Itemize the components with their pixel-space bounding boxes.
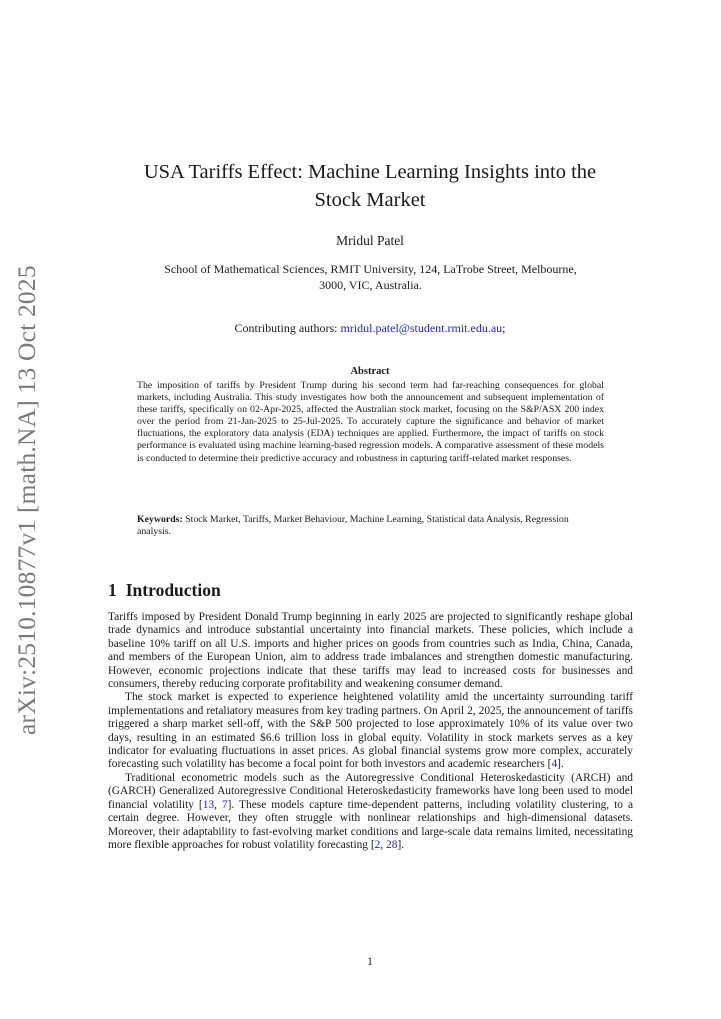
contributing-authors [100,321,640,336]
paragraph-2-end: ]. [557,758,564,771]
abstract-body: The imposition of tariffs by President Trump during his second term had far-reaching consequences for global markets, including Australia. This study investigates how both the announcement and subsequent implementation of these tariffs, specifically on 02-Apr-2025, affected the Australian stock market, focusing on the S&P/ASX 200 index over the period from 21-Jan-2025 to 25-Jul-2025. To accurately capture the significance and behavior of market fluctuations, the exploratory data analysis (EDA) techniques are applied. Furthermore, the impact of tariffs on stock performance is evaluated using machine learning-based regression models. A comparative assessment of these models is conducted to determine their predictive accuracy and robustness in capturing tariff-related market responses. [137,380,604,464]
section-heading-introduction [108,580,221,601]
paragraph-1: Tariffs imposed by President Donald Trump beginning in early 2025 are projected to significantly reshape global trade dynamics and introduce substantial uncertainty into financial markets. These policies, which include a baseline 10% tariff on all U.S. imports and higher prices on goods from countries such as India, China, Canada, and members of the European Union, aim to address trade imbalances and strengthen domestic manufacturing. However, economic projections indicate that these tariffs may lead to increased costs for businesses and consumers, thereby reducing corporate profitability and weakening consumer demand. [108,611,633,691]
author-name: Mridul Patel [336,233,404,248]
citation-link[interactable]: 13 [202,798,215,811]
citation-link[interactable]: 28 [386,838,398,851]
contributing-label: Contributing authors: [234,321,338,335]
contributing-suffix: ; [502,321,506,335]
citation-link[interactable]: 7 [221,798,228,811]
abstract-heading: Abstract [350,366,390,377]
title-line-2: Stock Market [314,189,426,211]
affiliation-line-1: School of Mathematical Sciences, RMIT University, 124, LaTrobe Street, Melbourne, [164,262,577,276]
paragraph-3-text-a: Traditional econometric models such as the Autoregressive Conditional Heteroskedasticity (ARCH) and (GARCH) Generalized Autoregressive Conditional Heteroskedasticity frameworks have long been used to model financial volatility [ [108,771,633,811]
section-title: Introduction [125,580,221,600]
page-number: 1 [367,956,373,968]
author-affiliation [118,261,623,293]
keywords [137,514,604,538]
title-line-1: USA Tariffs Effect: Machine Learning Insights into the [143,161,597,183]
citation-link[interactable]: 4 [551,758,558,771]
paragraph-3-text-b: ]. These models capture time-dependent patterns, including volatility clustering, to a certain degree. However, they often struggle with nonlinear relationships and high-dimensional datasets. Moreover, their adaptability to fast-evolving market conditions and large-scale data remains limited, necessitating more flexible approaches for robust volatility forecasting [ [108,798,633,851]
citation-separator: , [214,798,222,811]
paper-title [100,158,640,214]
citation-separator: , [380,838,387,851]
citation-link[interactable]: 2 [374,838,381,851]
section-number: 1 [108,580,117,600]
paragraph-2 [108,691,633,771]
affiliation-line-2: 3000, VIC, Australia. [319,278,422,292]
keywords-list: Stock Market, Tariffs, Market Behaviour, Machine Learning, Statistical data Analysis, Regression analysis. [137,514,569,537]
keywords-label: Keywords: [137,514,183,525]
author-email-link[interactable]: mridul.patel@student.rmit.edu.au [340,321,503,335]
paragraph-3-end: ]. [397,838,405,851]
paragraph-2-text: The stock market is expected to experience heightened volatility amid the uncertainty surrounding tariff implementations and retaliatory measures from key trading partners. On April 2, 2025, the announcement of tariffs triggered a sharp market sell-off, with the S&P 500 projected to lose approximately 10% of its value over two days, resulting in an estimated $6.6 trillion loss in global equity. Volatility in stock markets serves as a key indicator for evaluating fluctuations in asset prices. As global financial systems grow more complex, accurately forecasting such volatility has become a focal point for both investors and academic researchers [ [108,691,633,771]
introduction-body [108,611,633,852]
arxiv-identifier-stamp: arXiv:2510.10877v1 [math.NA] 13 Oct 2025 [12,265,41,735]
paragraph-3 [108,772,633,852]
